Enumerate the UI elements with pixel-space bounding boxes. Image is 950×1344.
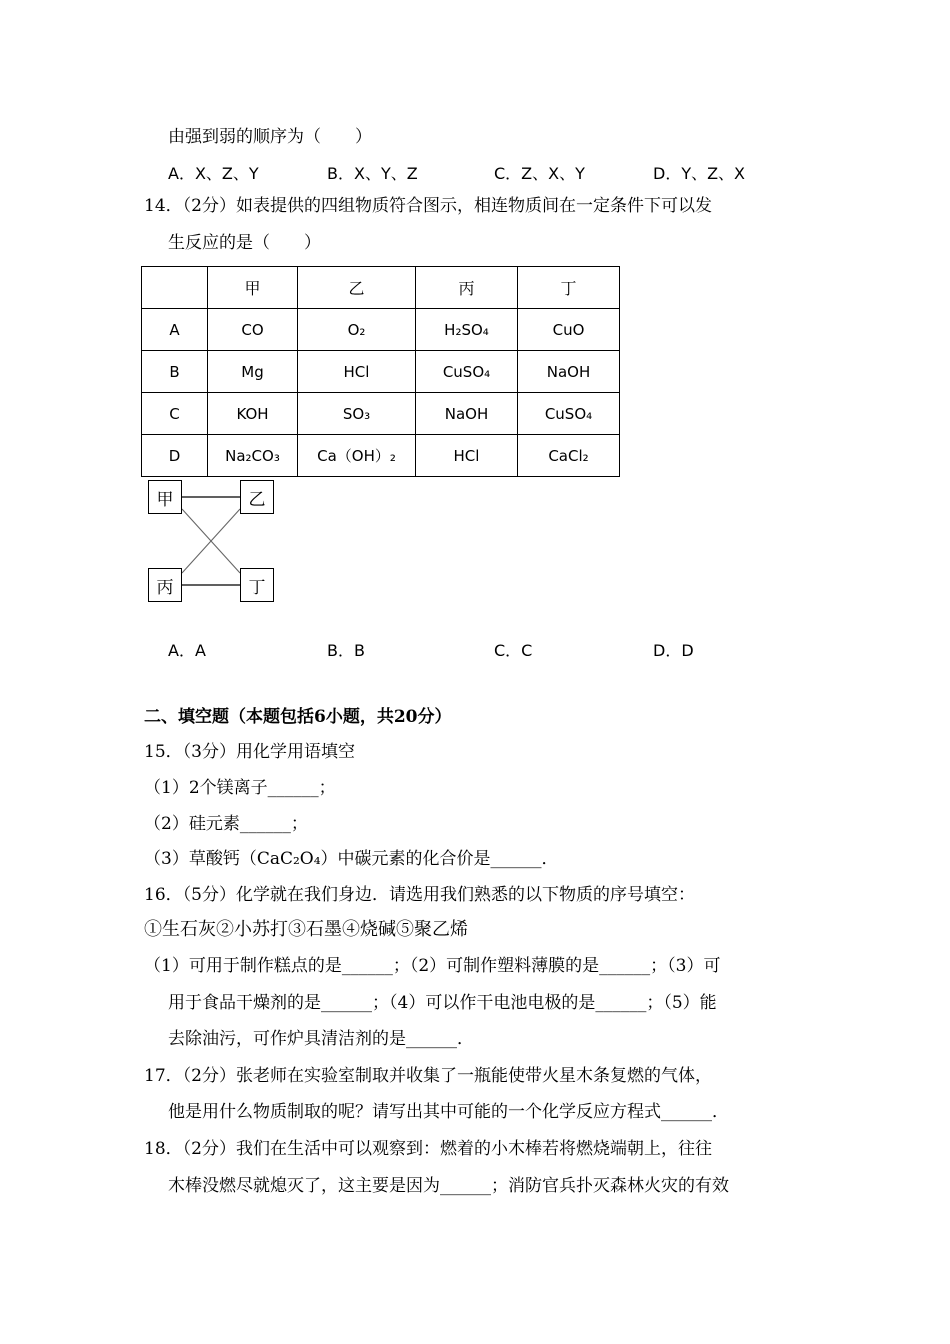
q17-line1: 17．（2分）张老师在实验室制取并收集了一瓶能使带火星木条复燃的气体， bbox=[144, 1066, 712, 1086]
row-label: D bbox=[142, 435, 208, 477]
diagram-box-ding: 丁 bbox=[240, 568, 274, 602]
diagram-box-bing: 丙 bbox=[148, 568, 182, 602]
section-title: 二、填空题（本题包括6小题，共20分） bbox=[144, 707, 452, 727]
table-header-cell: 乙 bbox=[298, 267, 416, 309]
table-header-cell: 丙 bbox=[416, 267, 518, 309]
diagram-box-yi: 乙 bbox=[240, 480, 274, 514]
cell-yi: O₂ bbox=[298, 309, 416, 351]
q13-option-a: A．X、Z、Y bbox=[168, 164, 259, 183]
q14-option-b: B．B bbox=[327, 641, 365, 660]
row-label: C bbox=[142, 393, 208, 435]
q14-option-d: D．D bbox=[653, 641, 694, 660]
q13-option-d: D．Y、Z、X bbox=[653, 164, 746, 183]
cell-yi: HCl bbox=[298, 351, 416, 393]
q13-option-b: B．X、Y、Z bbox=[327, 164, 418, 183]
q17-line2: 他是用什么物质制取的呢？请写出其中可能的一个化学反应方程式______． bbox=[168, 1102, 729, 1122]
cell-bing: H₂SO₄ bbox=[416, 309, 518, 351]
q13-option-c: C．Z、X、Y bbox=[494, 164, 585, 183]
q18-line1: 18．（2分）我们在生活中可以观察到：燃着的小木棒若将燃烧端朝上，往往 bbox=[144, 1139, 712, 1159]
row-label: A bbox=[142, 309, 208, 351]
table-header-cell: 甲 bbox=[208, 267, 298, 309]
q15-part2: （2）硅元素______； bbox=[144, 814, 308, 834]
q14-line1: 14．（2分）如表提供的四组物质符合图示，相连物质间在一定条件下可以发 bbox=[144, 196, 712, 216]
q18-line2: 木棒没燃尽就熄灭了，这主要是因为______；消防官兵扑灭森林火灾的有效 bbox=[168, 1176, 729, 1196]
q16-line3: 去除油污，可作炉具清洁剂的是______． bbox=[168, 1029, 474, 1049]
q15-part3: （3）草酸钙（CaC₂O₄）中碳元素的化合价是______． bbox=[144, 849, 559, 869]
q16-line2: 用于食品干燥剂的是______；（4）可以作干电池电极的是______；（5）能 bbox=[168, 993, 717, 1013]
row-label: B bbox=[142, 351, 208, 393]
cell-bing: CuSO₄ bbox=[416, 351, 518, 393]
cell-jia: Na₂CO₃ bbox=[208, 435, 298, 477]
q15-part1: （1）2个镁离子______； bbox=[144, 778, 336, 798]
cell-ding: CuO bbox=[518, 309, 620, 351]
cell-ding: CuSO₄ bbox=[518, 393, 620, 435]
q14-option-a: A．A bbox=[168, 641, 206, 660]
cell-jia: Mg bbox=[208, 351, 298, 393]
cell-bing: NaOH bbox=[416, 393, 518, 435]
q16-title: 16．（5分）化学就在我们身边．请选用我们熟悉的以下物质的序号填空： bbox=[144, 885, 695, 905]
cell-bing: HCl bbox=[416, 435, 518, 477]
cell-ding: NaOH bbox=[518, 351, 620, 393]
q13-line: 由强到弱的顺序为（ ） bbox=[168, 127, 372, 147]
diagram-box-jia: 甲 bbox=[148, 480, 182, 514]
q14-option-c: C．C bbox=[494, 641, 533, 660]
q16-line1: （1）可用于制作糕点的是______；（2）可制作塑料薄膜的是______；（3）可 bbox=[144, 956, 721, 976]
q16-items: ①生石灰②小苏打③石墨④烧碱⑤聚乙烯 bbox=[144, 919, 468, 940]
cell-yi: Ca（OH）₂ bbox=[298, 435, 416, 477]
cell-yi: SO₃ bbox=[298, 393, 416, 435]
q14-line2: 生反应的是（ ） bbox=[168, 233, 321, 253]
cell-ding: CaCl₂ bbox=[518, 435, 620, 477]
q15-title: 15．（3分）用化学用语填空 bbox=[144, 742, 355, 762]
cell-jia: CO bbox=[208, 309, 298, 351]
table-header-cell: 丁 bbox=[518, 267, 620, 309]
cell-jia: KOH bbox=[208, 393, 298, 435]
